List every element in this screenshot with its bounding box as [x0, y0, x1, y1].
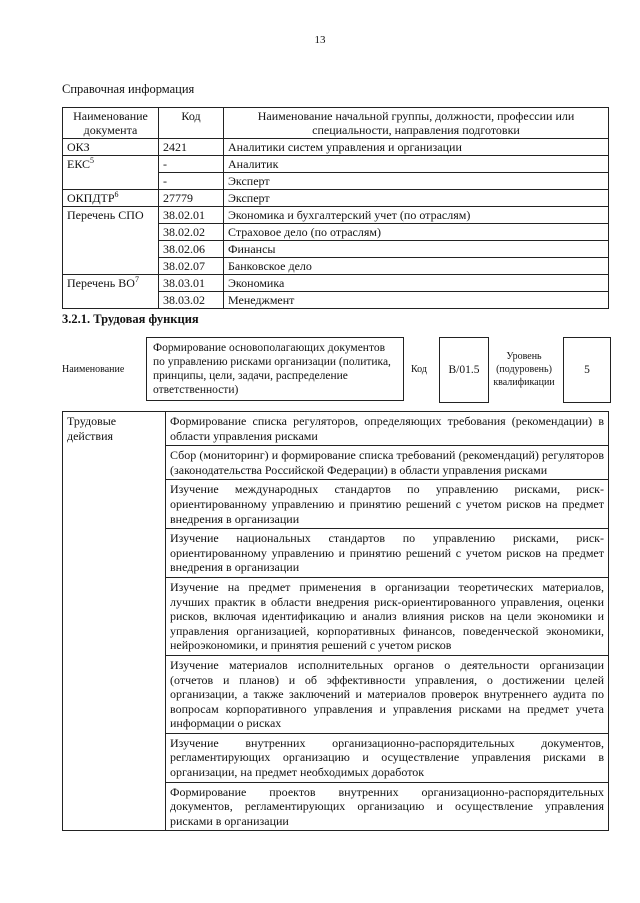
name-cell: Эксперт — [224, 190, 609, 207]
table-row — [63, 258, 609, 275]
section-title: 3.2.1. Трудовая функция — [62, 312, 199, 326]
table-row — [63, 733, 609, 782]
code-cell: - — [159, 156, 224, 173]
function-code-box: B/01.5 — [439, 337, 489, 403]
code-cell: 38.02.06 — [159, 241, 224, 258]
reference-table — [62, 107, 609, 309]
action-item: Формирование проектов внутренних организационно-распорядительных документов, регламентирующих организацию и осуществление управления рисками в организации — [166, 782, 609, 831]
header-document: Наименование документа — [63, 108, 159, 139]
name-cell: Аналитик — [224, 156, 609, 173]
table-row — [63, 412, 609, 446]
table-row — [63, 577, 609, 655]
header-name: Наименование начальной группы, должности, профессии или специальности, направления подготовки — [224, 108, 609, 139]
header-code: Код — [159, 108, 224, 139]
name-cell: Эксперт — [224, 173, 609, 190]
table-row — [63, 275, 609, 292]
table-row — [63, 655, 609, 733]
function-name-label: Наименование — [62, 364, 125, 375]
code-cell: 38.03.01 — [159, 275, 224, 292]
table-row — [63, 190, 609, 207]
doc-spo: Перечень СПО — [63, 207, 159, 224]
name-cell: Финансы — [224, 241, 609, 258]
name-cell: Аналитики систем управления и организации — [224, 139, 609, 156]
table-row — [63, 173, 609, 190]
function-level-label: Уровень (подуровень) квалификации — [493, 351, 555, 388]
action-item: Сбор (мониторинг) и формирование списка требований (рекомендаций) регуляторов (законодательства Российской Федерации) в области управления рисками — [166, 446, 609, 480]
name-cell: Экономика и бухгалтерский учет (по отраслям) — [224, 207, 609, 224]
name-cell: Менеджмент — [224, 292, 609, 309]
doc-okz: ОКЗ — [63, 139, 159, 156]
code-cell: 38.03.02 — [159, 292, 224, 309]
table-row — [63, 480, 609, 529]
doc-eks: ЕКС$^5$ — [63, 156, 159, 173]
action-item: Формирование списка регуляторов, определяющих требования (рекомендации) в области управления рисками — [166, 412, 609, 446]
reference-title: Справочная информация — [62, 82, 195, 96]
code-cell: 38.02.01 — [159, 207, 224, 224]
name-cell: Экономика — [224, 275, 609, 292]
action-item: Изучение на предмет применения в организации теоретических материалов, лучших практик в области внедрения риск-ориентированного управления, оценки рисков, включая идентификацию и анализ влияния рисков на цели экономики и управления организацией, корпоративных финансов, поведенческой экономики, нейроэкономики, и принятия решений с учетом рисков — [166, 577, 609, 655]
code-cell: 2421 — [159, 139, 224, 156]
table-row — [63, 139, 609, 156]
footnote-ref: 6 — [114, 190, 119, 199]
action-item: Изучение материалов исполнительных органов о деятельности организации (отчетов и планов) и об эффективности управления, о достижении целей организации, а также заключений и материалов проверок внутреннего аудита по вопросам корпоративного управления и управления рисками на предмет учета информации о рисках — [166, 655, 609, 733]
code-cell: - — [159, 173, 224, 190]
name-cell: Страховое дело (по отраслям) — [224, 224, 609, 241]
table-row — [63, 156, 609, 173]
function-name-box: Формирование основополагающих документов по управлению рисками организации (политика, принципы, цели, задачи, распределение ответственности) — [146, 337, 404, 401]
table-row — [63, 529, 609, 578]
doc-vo: Перечень $ВО^7$ — [63, 275, 159, 292]
page-number: 13 — [314, 34, 326, 46]
table-row — [63, 241, 609, 258]
footnote-ref: 5 — [90, 156, 95, 165]
function-code-label: Код — [411, 364, 427, 375]
table-row — [63, 207, 609, 224]
code-cell: 27779 — [159, 190, 224, 207]
table-row — [63, 224, 609, 241]
doc-okpdtr: ОКПДТР$^6$ — [63, 190, 159, 207]
action-item: Изучение национальных стандартов по управлению рисками, риск-ориентированному управлению и принятию решений с учетом рисков на предмет внедрения в организации — [166, 529, 609, 578]
reference-header-row — [63, 108, 609, 139]
code-cell: 38.02.02 — [159, 224, 224, 241]
action-item: Изучение международных стандартов по управлению рисками, риск-ориентированному управлению и принятию решений с учетом рисков на предмет внедрения в организации — [166, 480, 609, 529]
table-row — [63, 292, 609, 309]
action-item: Изучение внутренних организационно-распорядительных документов, регламентирующих организацию и осуществление управления рисками в организации, на предмет необходимых доработок — [166, 733, 609, 782]
table-row — [63, 782, 609, 831]
name-cell: Банковское дело — [224, 258, 609, 275]
function-level-box: 5 — [563, 337, 611, 403]
labor-actions-table — [62, 411, 609, 831]
table-row — [63, 446, 609, 480]
labor-actions-label: Трудовые действия — [63, 412, 166, 446]
code-cell: 38.02.07 — [159, 258, 224, 275]
footnote-ref: 7 — [134, 275, 139, 284]
